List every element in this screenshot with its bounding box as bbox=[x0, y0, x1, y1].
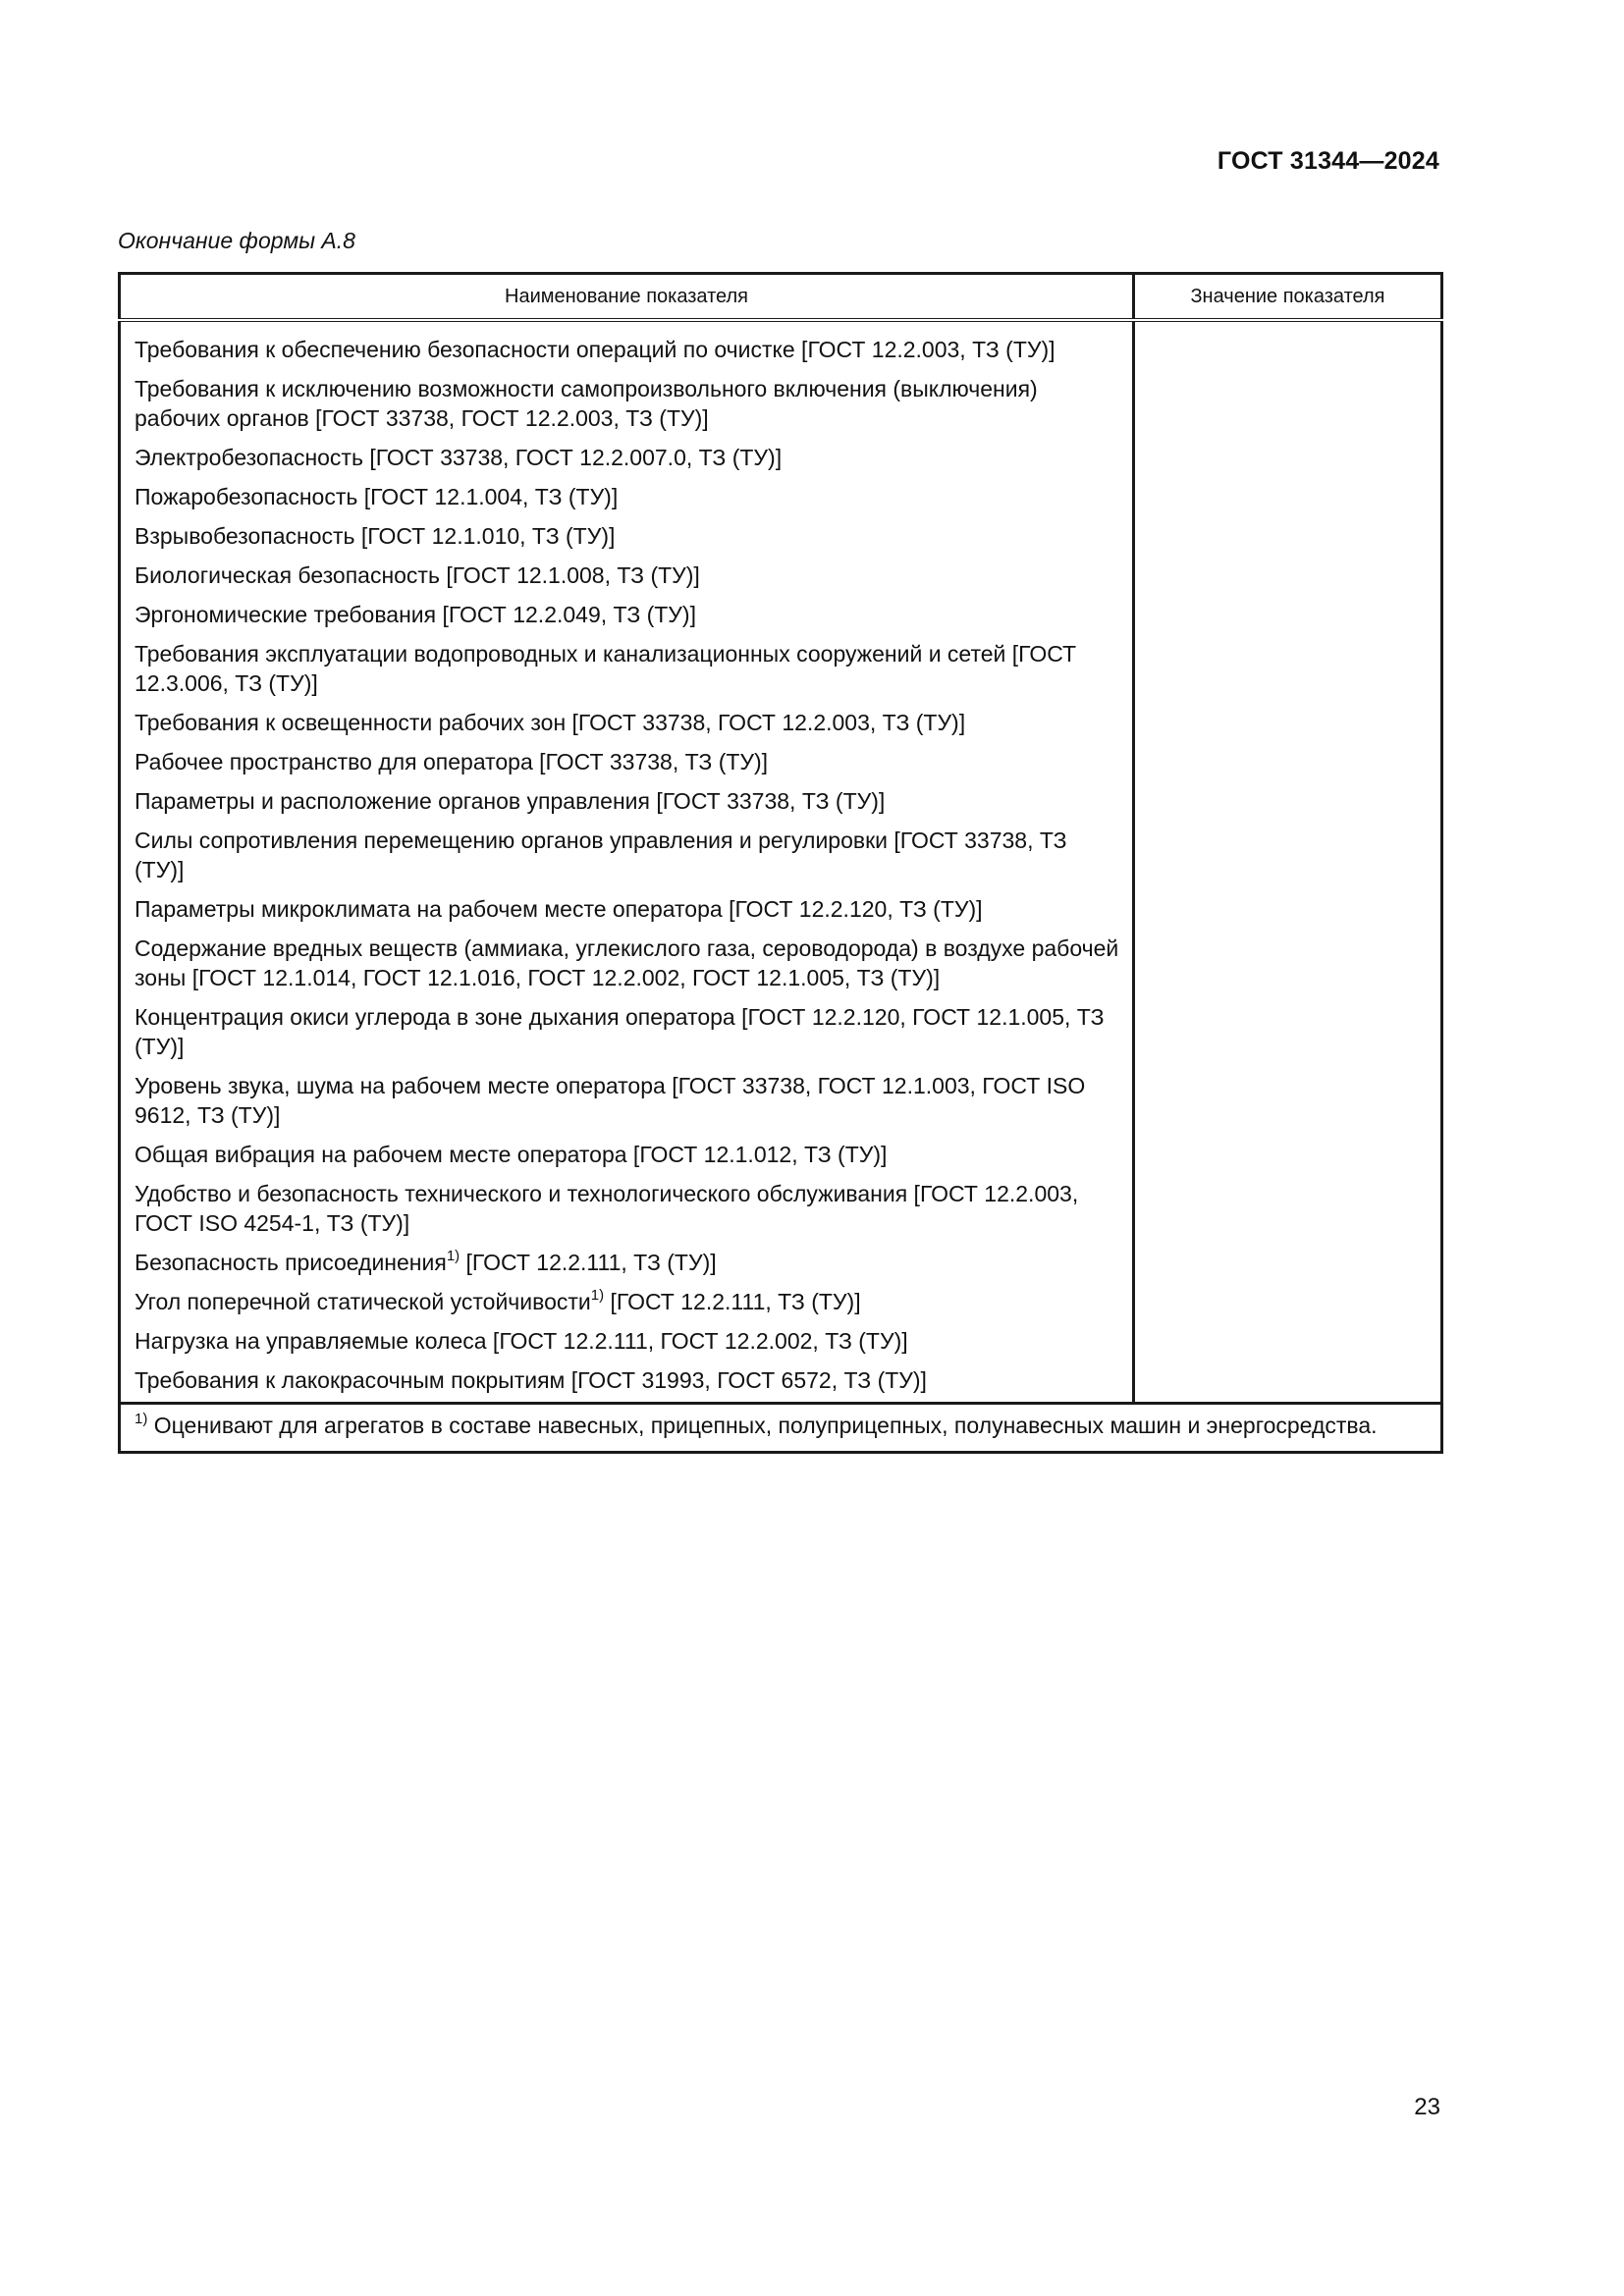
indicator-value bbox=[1134, 438, 1442, 477]
indicator-name: Требования к освещенности рабочих зон [ГОСТ 33738, ГОСТ 12.2.003, ТЗ (ТУ)] bbox=[120, 703, 1134, 742]
table-row bbox=[120, 595, 1442, 634]
indicator-name bbox=[120, 1282, 1134, 1321]
indicator-name: Концентрация окиси углерода в зоне дыхания оператора [ГОСТ 12.2.120, ГОСТ 12.1.005, ТЗ (ТУ)] bbox=[120, 997, 1134, 1066]
document-standard-id: ГОСТ 31344—2024 bbox=[1217, 147, 1439, 175]
table-row bbox=[120, 781, 1442, 821]
indicator-value bbox=[1134, 516, 1442, 556]
indicators-table bbox=[118, 272, 1443, 1454]
form-caption: Окончание формы А.8 bbox=[118, 228, 355, 253]
indicator-name-text: Угол поперечной статической устойчивости bbox=[135, 1289, 591, 1314]
table-row bbox=[120, 477, 1442, 516]
indicator-name: Уровень звука, шума на рабочем месте оператора [ГОСТ 33738, ГОСТ 12.1.003, ГОСТ ISO 9612, ТЗ (ТУ)] bbox=[120, 1066, 1134, 1135]
indicator-value bbox=[1134, 929, 1442, 997]
indicator-value bbox=[1134, 556, 1442, 595]
indicator-value bbox=[1134, 1321, 1442, 1361]
table-row bbox=[120, 1066, 1442, 1135]
table-row bbox=[120, 1135, 1442, 1174]
indicator-value bbox=[1134, 1243, 1442, 1282]
footnote-text: Оценивают для агрегатов в составе навесных, прицепных, полуприцепных, полунавесных машин и энергосредства. bbox=[147, 1413, 1378, 1438]
indicator-value bbox=[1134, 1282, 1442, 1321]
indicator-value bbox=[1134, 821, 1442, 889]
indicator-name: Силы сопротивления перемещению органов управления и регулировки [ГОСТ 33738, ТЗ (ТУ)] bbox=[120, 821, 1134, 889]
indicator-name: Параметры и расположение органов управления [ГОСТ 33738, ТЗ (ТУ)] bbox=[120, 781, 1134, 821]
table-row bbox=[120, 1174, 1442, 1243]
indicator-name: Требования к исключению возможности самопроизвольного включения (выключения) рабочих органов [ГОСТ 33738, ГОСТ 12.2.003, ТЗ (ТУ)] bbox=[120, 369, 1134, 438]
footnote-reference: 1) bbox=[446, 1248, 460, 1264]
indicator-name: Требования к лакокрасочным покрытиям [ГОСТ 31993, ГОСТ 6572, ТЗ (ТУ)] bbox=[120, 1361, 1134, 1404]
indicator-name: Параметры микроклимата на рабочем месте оператора [ГОСТ 12.2.120, ТЗ (ТУ)] bbox=[120, 889, 1134, 929]
table-row bbox=[120, 438, 1442, 477]
table-row bbox=[120, 889, 1442, 929]
indicator-value bbox=[1134, 477, 1442, 516]
indicator-name: Удобство и безопасность технического и технологического обслуживания [ГОСТ 12.2.003, ГОСТ ISO 4254-1, ТЗ (ТУ)] bbox=[120, 1174, 1134, 1243]
indicator-name-text: Безопасность присоединения bbox=[135, 1250, 447, 1275]
indicator-value bbox=[1134, 703, 1442, 742]
footnote-marker: 1) bbox=[135, 1411, 148, 1427]
indicator-name: Взрывобезопасность [ГОСТ 12.1.010, ТЗ (ТУ)] bbox=[120, 516, 1134, 556]
column-header-value: Значение показателя bbox=[1134, 274, 1442, 321]
table-row bbox=[120, 821, 1442, 889]
indicator-name: Электробезопасность [ГОСТ 33738, ГОСТ 12.2.007.0, ТЗ (ТУ)] bbox=[120, 438, 1134, 477]
footnote-reference: 1) bbox=[590, 1287, 605, 1304]
indicator-value bbox=[1134, 634, 1442, 703]
indicator-value bbox=[1134, 781, 1442, 821]
indicator-value bbox=[1134, 997, 1442, 1066]
table-row bbox=[120, 556, 1442, 595]
indicator-value bbox=[1134, 1174, 1442, 1243]
indicator-value bbox=[1134, 320, 1442, 369]
page-number: 23 bbox=[1414, 2094, 1440, 2120]
indicator-name bbox=[120, 1243, 1134, 1282]
indicator-value bbox=[1134, 1066, 1442, 1135]
table-footnote bbox=[120, 1404, 1442, 1453]
table-row bbox=[120, 1321, 1442, 1361]
indicator-name: Требования к обеспечению безопасности операций по очистке [ГОСТ 12.2.003, ТЗ (ТУ)] bbox=[120, 320, 1134, 369]
indicator-value bbox=[1134, 595, 1442, 634]
indicator-name: Нагрузка на управляемые колеса [ГОСТ 12.2.111, ГОСТ 12.2.002, ТЗ (ТУ)] bbox=[120, 1321, 1134, 1361]
indicator-name: Требования эксплуатации водопроводных и канализационных сооружений и сетей [ГОСТ 12.3.006, ТЗ (ТУ)] bbox=[120, 634, 1134, 703]
table-row bbox=[120, 634, 1442, 703]
indicator-name-text-after: [ГОСТ 12.2.111, ТЗ (ТУ)] bbox=[460, 1250, 717, 1275]
indicator-value bbox=[1134, 1361, 1442, 1404]
table-row bbox=[120, 997, 1442, 1066]
table-row bbox=[120, 703, 1442, 742]
indicator-name-text-after: [ГОСТ 12.2.111, ТЗ (ТУ)] bbox=[604, 1289, 861, 1314]
indicator-name: Рабочее пространство для оператора [ГОСТ 33738, ТЗ (ТУ)] bbox=[120, 742, 1134, 781]
table-row bbox=[120, 1243, 1442, 1282]
table-row bbox=[120, 1361, 1442, 1404]
table-header-row bbox=[120, 274, 1442, 321]
table-row bbox=[120, 929, 1442, 997]
table-row bbox=[120, 742, 1442, 781]
table-row bbox=[120, 1282, 1442, 1321]
indicator-name: Пожаробезопасность [ГОСТ 12.1.004, ТЗ (ТУ)] bbox=[120, 477, 1134, 516]
indicator-value bbox=[1134, 369, 1442, 438]
indicator-name: Эргономические требования [ГОСТ 12.2.049, ТЗ (ТУ)] bbox=[120, 595, 1134, 634]
indicator-name: Содержание вредных веществ (аммиака, углекислого газа, сероводорода) в воздухе рабочей зоны [ГОСТ 12.1.014, ГОСТ 12.1.016, ГОСТ 12.2.002, ГОСТ 12.1.005, ТЗ (ТУ)] bbox=[120, 929, 1134, 997]
column-header-name: Наименование показателя bbox=[120, 274, 1134, 321]
indicator-value bbox=[1134, 889, 1442, 929]
indicator-name: Общая вибрация на рабочем месте оператора [ГОСТ 12.1.012, ТЗ (ТУ)] bbox=[120, 1135, 1134, 1174]
indicator-value bbox=[1134, 742, 1442, 781]
indicator-name: Биологическая безопасность [ГОСТ 12.1.008, ТЗ (ТУ)] bbox=[120, 556, 1134, 595]
table-row bbox=[120, 516, 1442, 556]
table-row bbox=[120, 369, 1442, 438]
table-row bbox=[120, 320, 1442, 369]
footnote-row bbox=[120, 1404, 1442, 1453]
indicator-value bbox=[1134, 1135, 1442, 1174]
